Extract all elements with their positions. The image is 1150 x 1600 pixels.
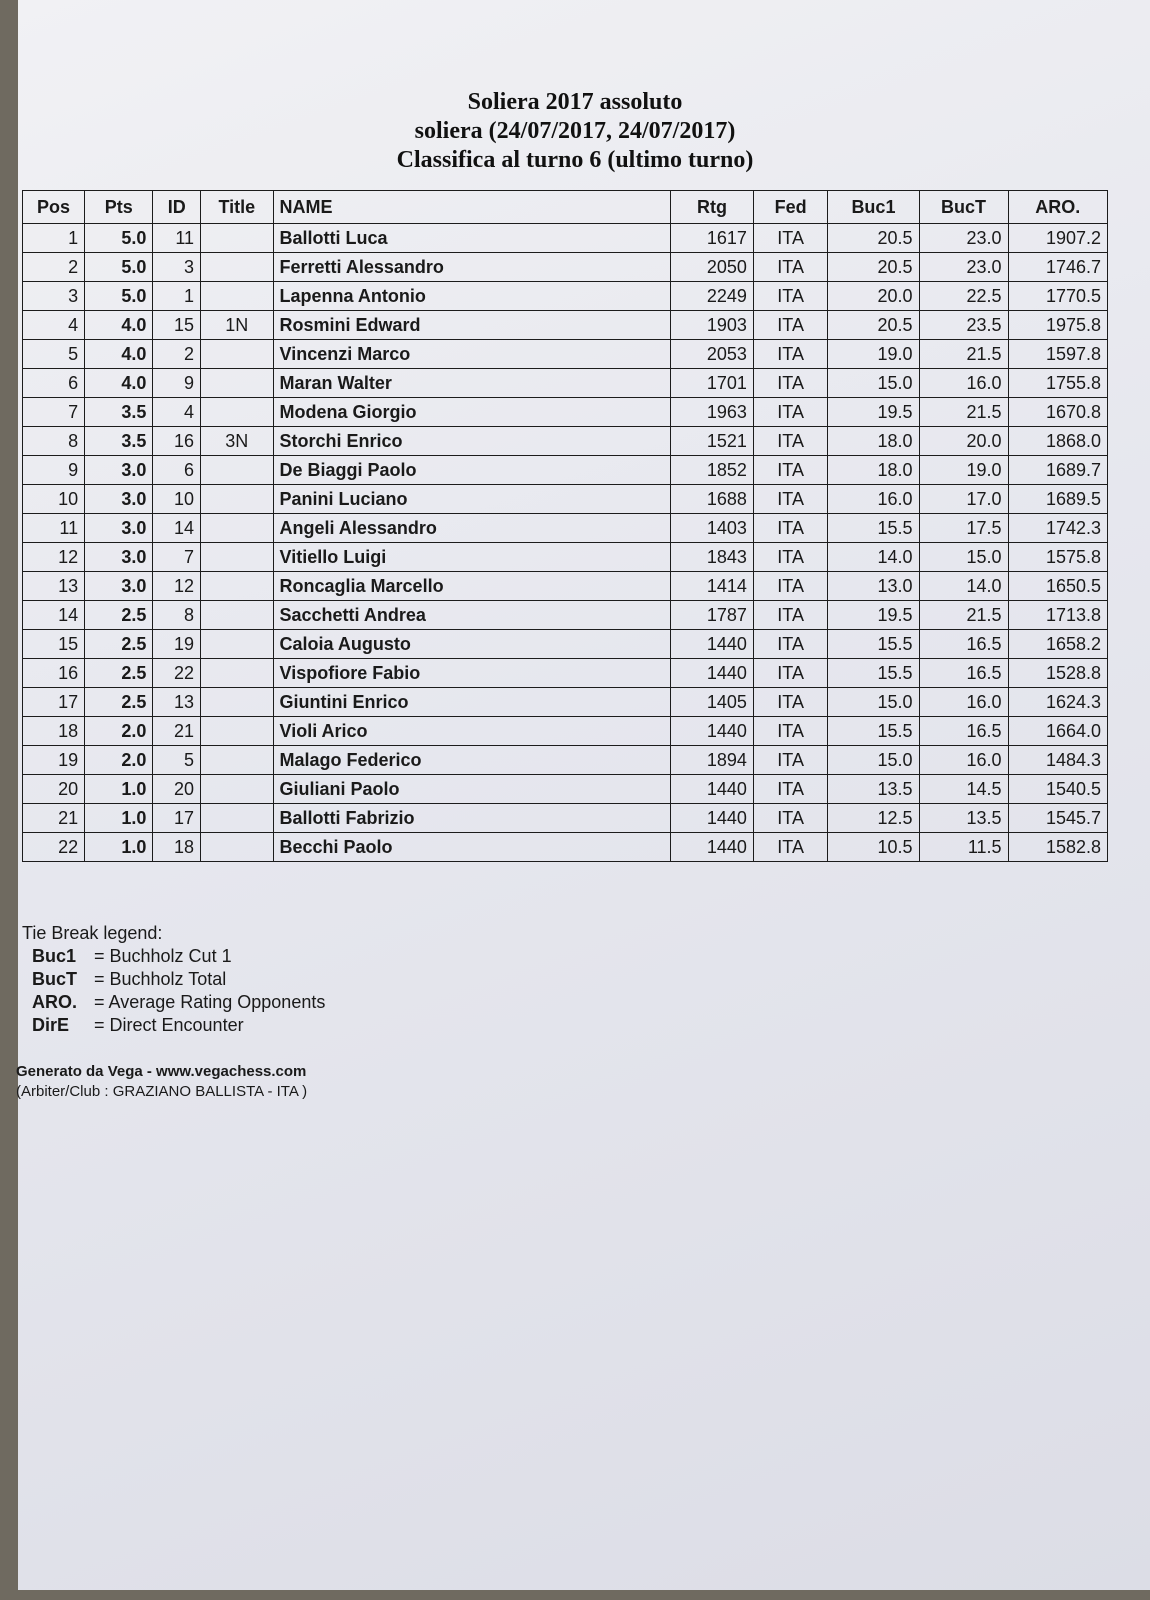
table-row [23,630,1108,659]
col-pts-cell: 3.5 [85,398,153,427]
col-buct-cell: 15.0 [919,543,1008,572]
col-pts-cell: 3.0 [85,485,153,514]
col-name-cell: Rosmini Edward [273,311,671,340]
col-pts-cell: 4.0 [85,340,153,369]
col-rtg-cell: 1440 [671,804,754,833]
col-buct-cell: 14.0 [919,572,1008,601]
col-pts-cell: 3.5 [85,427,153,456]
col-buc1-cell: 19.5 [828,398,919,427]
table-row [23,311,1108,340]
table-row [23,601,1108,630]
table-row [23,369,1108,398]
col-buc1-cell: 15.0 [828,369,919,398]
col-fed-cell: ITA [753,804,828,833]
legend-abbreviation: ARO. [32,992,77,1012]
col-name-cell: Violi Arico [273,717,671,746]
col-aro-cell: 1742.3 [1008,514,1107,543]
table-row [23,224,1108,253]
legend-abbreviation: BucT [32,969,77,989]
col-id-cell: 2 [153,340,201,369]
col-name-cell: Ballotti Fabrizio [273,804,671,833]
col-fed-cell: ITA [753,311,828,340]
col-pts-cell: 4.0 [85,311,153,340]
col-rtg-cell: 1894 [671,746,754,775]
col-title-cell: 3N [201,427,273,456]
col-id-cell: 19 [153,630,201,659]
col-buc1-cell: 16.0 [828,485,919,514]
table-row [23,253,1108,282]
table-row [23,282,1108,311]
legend-description: = Average Rating Opponents [94,992,326,1012]
col-fed-cell: ITA [753,340,828,369]
tie-break-legend [22,922,325,1037]
col-rtg-cell: 1405 [671,688,754,717]
col-pts-cell: 1.0 [85,775,153,804]
legend-row [22,991,325,1014]
col-pts-cell: 3.0 [85,572,153,601]
col-title-cell [201,804,273,833]
col-name-cell: Vincenzi Marco [273,340,671,369]
col-pts-cell: 1.0 [85,833,153,862]
col-name-cell: Giuliani Paolo [273,775,671,804]
col-buct-cell: 23.5 [919,311,1008,340]
col-fed-cell: ITA [753,717,828,746]
col-pos-cell: 19 [23,746,85,775]
col-title-header: Title [201,191,273,224]
col-name-cell: Ballotti Luca [273,224,671,253]
col-rtg-cell: 1440 [671,717,754,746]
table-row [23,485,1108,514]
arbiter-info: (Arbiter/Club : GRAZIANO BALLISTA - ITA ) [16,1083,308,1100]
legend-description: = Buchholz Cut 1 [94,946,232,966]
col-id-cell: 9 [153,369,201,398]
col-fed-cell: ITA [753,746,828,775]
col-id-cell: 11 [153,224,201,253]
table-row [23,572,1108,601]
col-rtg-cell: 1852 [671,456,754,485]
table-header-row [23,191,1108,224]
legend-title: Tie Break legend: [22,923,163,943]
col-id-header: ID [153,191,201,224]
col-pts-cell: 2.5 [85,688,153,717]
col-aro-cell: 1755.8 [1008,369,1107,398]
col-aro-cell: 1670.8 [1008,398,1107,427]
col-buc1-cell: 20.0 [828,282,919,311]
col-aro-cell: 1650.5 [1008,572,1107,601]
legend-row [22,1014,325,1037]
legend-abbreviation: DirE [32,1015,70,1035]
col-pts-cell: 1.0 [85,804,153,833]
col-aro-cell: 1540.5 [1008,775,1107,804]
col-title-cell [201,543,273,572]
col-buc1-cell: 20.5 [828,224,919,253]
col-pts-cell: 3.0 [85,543,153,572]
col-aro-cell: 1658.2 [1008,630,1107,659]
col-pos-header: Pos [23,191,85,224]
col-pos-cell: 12 [23,543,85,572]
col-name-cell: Panini Luciano [273,485,671,514]
legend-abbreviation: Buc1 [32,946,77,966]
col-pos-cell: 13 [23,572,85,601]
col-rtg-cell: 1787 [671,601,754,630]
col-id-cell: 16 [153,427,201,456]
col-name-cell: Becchi Paolo [273,833,671,862]
col-name-cell: Maran Walter [273,369,671,398]
col-title-cell [201,485,273,514]
col-title-cell [201,369,273,398]
col-pts-cell: 5.0 [85,282,153,311]
col-aro-cell: 1975.8 [1008,311,1107,340]
report-header [0,88,1150,175]
col-buct-cell: 11.5 [919,833,1008,862]
col-buc1-cell: 15.5 [828,717,919,746]
col-title-cell [201,456,273,485]
col-title-cell [201,833,273,862]
col-id-cell: 18 [153,833,201,862]
col-id-cell: 5 [153,746,201,775]
col-id-cell: 1 [153,282,201,311]
col-title-cell [201,572,273,601]
col-pos-cell: 2 [23,253,85,282]
standings-table [22,190,1108,862]
tournament-subtitle: soliera (24/07/2017, 24/07/2017) [414,118,736,144]
col-buct-cell: 16.5 [919,659,1008,688]
col-rtg-cell: 1701 [671,369,754,398]
col-name-cell: Lapenna Antonio [273,282,671,311]
col-pos-cell: 6 [23,369,85,398]
col-buc1-cell: 15.5 [828,659,919,688]
col-buct-cell: 23.0 [919,224,1008,253]
col-pts-cell: 5.0 [85,253,153,282]
col-pts-cell: 3.0 [85,456,153,485]
col-id-cell: 22 [153,659,201,688]
col-buc1-cell: 10.5 [828,833,919,862]
table-row [23,427,1108,456]
col-title-cell [201,398,273,427]
col-rtg-cell: 1521 [671,427,754,456]
table-row [23,833,1108,862]
col-buc1-cell: 19.0 [828,340,919,369]
col-buc1-cell: 20.5 [828,253,919,282]
col-buc1-cell: 18.0 [828,427,919,456]
col-name-cell: Vitiello Luigi [273,543,671,572]
col-id-cell: 15 [153,311,201,340]
col-rtg-cell: 1617 [671,224,754,253]
col-buc1-cell: 13.5 [828,775,919,804]
col-aro-cell: 1664.0 [1008,717,1107,746]
col-title-cell [201,775,273,804]
col-fed-cell: ITA [753,282,828,311]
col-buct-cell: 23.0 [919,253,1008,282]
col-fed-cell: ITA [753,224,828,253]
col-id-cell: 17 [153,804,201,833]
col-buc1-cell: 14.0 [828,543,919,572]
col-buc1-cell: 20.5 [828,311,919,340]
col-name-cell: Giuntini Enrico [273,688,671,717]
col-pos-cell: 20 [23,775,85,804]
col-title-cell [201,746,273,775]
col-buct-cell: 22.5 [919,282,1008,311]
col-name-cell: Modena Giorgio [273,398,671,427]
col-title-cell [201,282,273,311]
col-fed-cell: ITA [753,630,828,659]
report-footer [16,1062,307,1102]
col-fed-cell: ITA [753,398,828,427]
col-rtg-cell: 1843 [671,543,754,572]
col-buc1-cell: 18.0 [828,456,919,485]
col-pos-cell: 5 [23,340,85,369]
col-aro-cell: 1868.0 [1008,427,1107,456]
legend-row [22,968,325,991]
col-buct-header: BucT [919,191,1008,224]
col-buct-cell: 17.5 [919,514,1008,543]
col-fed-cell: ITA [753,427,828,456]
col-title-cell [201,224,273,253]
col-id-cell: 10 [153,485,201,514]
col-aro-cell: 1545.7 [1008,804,1107,833]
col-id-cell: 3 [153,253,201,282]
col-buc1-cell: 13.0 [828,572,919,601]
col-fed-cell: ITA [753,369,828,398]
col-rtg-cell: 1440 [671,775,754,804]
col-rtg-cell: 1440 [671,630,754,659]
col-id-cell: 7 [153,543,201,572]
legend-row [22,945,325,968]
col-pts-cell: 2.0 [85,746,153,775]
col-aro-header: ARO. [1008,191,1107,224]
col-rtg-cell: 1414 [671,572,754,601]
col-title-cell [201,601,273,630]
col-buct-cell: 16.0 [919,746,1008,775]
col-buc1-header: Buc1 [828,191,919,224]
col-name-cell: Ferretti Alessandro [273,253,671,282]
col-fed-header: Fed [753,191,828,224]
col-pos-cell: 17 [23,688,85,717]
col-pos-cell: 9 [23,456,85,485]
col-fed-cell: ITA [753,775,828,804]
col-pts-header: Pts [85,191,153,224]
col-id-cell: 8 [153,601,201,630]
col-name-cell: Roncaglia Marcello [273,572,671,601]
col-name-cell: Storchi Enrico [273,427,671,456]
col-rtg-cell: 1903 [671,311,754,340]
col-buct-cell: 17.0 [919,485,1008,514]
col-aro-cell: 1575.8 [1008,543,1107,572]
col-pts-cell: 2.5 [85,630,153,659]
col-id-cell: 6 [153,456,201,485]
col-fed-cell: ITA [753,601,828,630]
col-pos-cell: 22 [23,833,85,862]
col-pos-cell: 10 [23,485,85,514]
col-buct-cell: 20.0 [919,427,1008,456]
col-pos-cell: 7 [23,398,85,427]
col-title-cell [201,253,273,282]
tournament-title: Soliera 2017 assoluto [467,89,683,115]
col-rtg-header: Rtg [671,191,754,224]
table-row [23,775,1108,804]
table-row [23,543,1108,572]
col-fed-cell: ITA [753,253,828,282]
generator-credit: Generato da Vega - www.vegachess.com [16,1063,307,1080]
col-id-cell: 21 [153,717,201,746]
col-title-cell [201,630,273,659]
table-row [23,659,1108,688]
col-aro-cell: 1713.8 [1008,601,1107,630]
table-body [23,224,1108,862]
table-row [23,746,1108,775]
col-buc1-cell: 15.0 [828,688,919,717]
col-pts-cell: 5.0 [85,224,153,253]
col-fed-cell: ITA [753,514,828,543]
col-name-cell: De Biaggi Paolo [273,456,671,485]
col-aro-cell: 1528.8 [1008,659,1107,688]
col-fed-cell: ITA [753,456,828,485]
col-name-cell: Sacchetti Andrea [273,601,671,630]
col-rtg-cell: 1440 [671,659,754,688]
col-aro-cell: 1746.7 [1008,253,1107,282]
table-row [23,688,1108,717]
table-row [23,456,1108,485]
standings-round-title: Classifica al turno 6 (ultimo turno) [396,147,754,173]
legend-description: = Direct Encounter [94,1015,244,1035]
col-fed-cell: ITA [753,543,828,572]
col-title-cell: 1N [201,311,273,340]
col-title-cell [201,659,273,688]
col-rtg-cell: 1403 [671,514,754,543]
col-title-cell [201,514,273,543]
col-pts-cell: 2.5 [85,601,153,630]
col-pos-cell: 1 [23,224,85,253]
col-aro-cell: 1907.2 [1008,224,1107,253]
col-pos-cell: 15 [23,630,85,659]
col-fed-cell: ITA [753,485,828,514]
col-title-cell [201,340,273,369]
col-buct-cell: 21.5 [919,340,1008,369]
col-pos-cell: 3 [23,282,85,311]
col-buct-cell: 19.0 [919,456,1008,485]
col-buc1-cell: 12.5 [828,804,919,833]
col-title-cell [201,717,273,746]
col-name-cell: Malago Federico [273,746,671,775]
col-pts-cell: 4.0 [85,369,153,398]
col-buct-cell: 16.5 [919,630,1008,659]
col-aro-cell: 1597.8 [1008,340,1107,369]
col-buc1-cell: 15.5 [828,514,919,543]
col-title-cell [201,688,273,717]
col-fed-cell: ITA [753,833,828,862]
col-pos-cell: 4 [23,311,85,340]
col-id-cell: 4 [153,398,201,427]
col-rtg-cell: 2053 [671,340,754,369]
col-pts-cell: 2.5 [85,659,153,688]
col-buct-cell: 16.5 [919,717,1008,746]
col-id-cell: 14 [153,514,201,543]
col-rtg-cell: 1440 [671,833,754,862]
col-pts-cell: 2.0 [85,717,153,746]
col-rtg-cell: 2050 [671,253,754,282]
table-row [23,398,1108,427]
col-pos-cell: 18 [23,717,85,746]
col-id-cell: 12 [153,572,201,601]
table-row [23,340,1108,369]
col-rtg-cell: 2249 [671,282,754,311]
col-buc1-cell: 19.5 [828,601,919,630]
col-buct-cell: 14.5 [919,775,1008,804]
col-id-cell: 13 [153,688,201,717]
col-name-header: NAME [273,191,671,224]
col-aro-cell: 1582.8 [1008,833,1107,862]
col-pos-cell: 11 [23,514,85,543]
table-row [23,717,1108,746]
col-fed-cell: ITA [753,659,828,688]
col-buct-cell: 13.5 [919,804,1008,833]
col-buct-cell: 21.5 [919,398,1008,427]
col-buc1-cell: 15.5 [828,630,919,659]
col-name-cell: Vispofiore Fabio [273,659,671,688]
col-name-cell: Caloia Augusto [273,630,671,659]
col-fed-cell: ITA [753,572,828,601]
col-rtg-cell: 1688 [671,485,754,514]
col-id-cell: 20 [153,775,201,804]
col-aro-cell: 1689.5 [1008,485,1107,514]
col-fed-cell: ITA [753,688,828,717]
table-row [23,514,1108,543]
col-buct-cell: 21.5 [919,601,1008,630]
col-pts-cell: 3.0 [85,514,153,543]
col-pos-cell: 16 [23,659,85,688]
col-pos-cell: 8 [23,427,85,456]
col-pos-cell: 21 [23,804,85,833]
col-buc1-cell: 15.0 [828,746,919,775]
col-name-cell: Angeli Alessandro [273,514,671,543]
col-rtg-cell: 1963 [671,398,754,427]
col-aro-cell: 1624.3 [1008,688,1107,717]
col-buct-cell: 16.0 [919,688,1008,717]
col-aro-cell: 1689.7 [1008,456,1107,485]
legend-description: = Buchholz Total [94,969,227,989]
table-row [23,804,1108,833]
col-pos-cell: 14 [23,601,85,630]
col-aro-cell: 1770.5 [1008,282,1107,311]
col-aro-cell: 1484.3 [1008,746,1107,775]
col-buct-cell: 16.0 [919,369,1008,398]
legend-items [22,945,325,1037]
